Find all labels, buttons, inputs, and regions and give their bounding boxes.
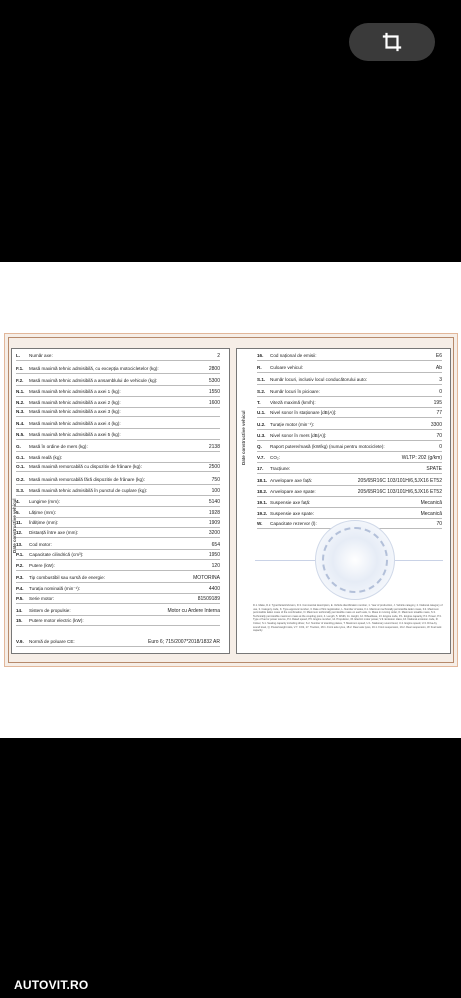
field-label: Anvelopare axe spate: <box>270 489 316 494</box>
field-label: Suspensie axe spate: <box>270 511 314 516</box>
field-value: 1909 <box>208 519 220 526</box>
field-label: Cod național de emisii: <box>270 353 317 358</box>
field-code: 18.1. <box>257 478 268 483</box>
field-code: 17. <box>257 466 264 471</box>
field-value: 2138 <box>208 443 220 450</box>
field-label: Lățime (mm): <box>29 510 57 515</box>
field-row <box>257 420 442 429</box>
field-value: 3200 <box>208 529 220 536</box>
field-row <box>257 408 442 417</box>
field-code: R. <box>257 365 262 370</box>
field-row <box>257 387 442 396</box>
row-divider <box>16 360 220 361</box>
field-code: F.1. <box>16 366 24 371</box>
field-row <box>16 518 220 527</box>
field-row <box>16 637 220 646</box>
field-label: Masă în ordine de mers (kg): <box>29 444 88 449</box>
guilloche-line <box>395 560 443 561</box>
field-value: 120 <box>211 562 220 569</box>
row-divider <box>257 360 442 361</box>
field-code: N.3. <box>16 409 25 414</box>
field-value: Ab <box>435 364 442 371</box>
field-label: Suspensie axe față: <box>270 500 311 505</box>
field-value: 70 <box>436 432 442 439</box>
row-divider <box>16 559 220 560</box>
field-row <box>16 616 220 625</box>
row-divider <box>16 428 220 429</box>
field-value: 1550 <box>208 388 220 395</box>
field-label: Masă maximă tehnic admisibilă în punctul de cuplare (kg): <box>29 488 148 493</box>
field-code: 19.2. <box>257 511 268 516</box>
field-label: Distanță între axe (mm): <box>29 530 79 535</box>
field-label: Putere motor electric (kW): <box>29 618 84 623</box>
field-row <box>257 487 442 496</box>
field-label: Normă de poluare CE: <box>29 639 75 644</box>
field-code: O.2. <box>16 477 25 482</box>
field-label: Lungime (mm): <box>29 499 60 504</box>
left-side-title: Date constructive vehicul <box>12 498 17 553</box>
row-divider <box>16 373 220 374</box>
field-row <box>257 498 442 507</box>
field-code: Q. <box>257 444 262 449</box>
field-row <box>16 584 220 593</box>
field-code: 15. <box>16 618 23 623</box>
field-code: S.3. <box>16 488 25 493</box>
row-divider <box>257 440 442 441</box>
field-value: 1950 <box>208 551 220 558</box>
field-value: 2800 <box>208 365 220 372</box>
row-divider <box>257 372 442 373</box>
crop-icon <box>381 31 403 53</box>
field-label: Capacitate rezervor (l): <box>270 521 317 526</box>
field-row <box>16 540 220 549</box>
field-value: 4400 <box>208 585 220 592</box>
field-value: WLTP: 202 (g/km) <box>401 454 442 461</box>
field-label: Tip combustibil sau sursă de energie: <box>29 575 105 580</box>
field-label: Viteză maximă (km/h): <box>270 400 316 405</box>
field-code: P.3. <box>16 575 24 580</box>
security-seal-ring <box>322 527 388 593</box>
field-label: Cod motor: <box>29 542 52 547</box>
field-value: 70 <box>436 520 442 527</box>
row-divider <box>257 462 442 463</box>
field-code: U.3. <box>257 433 266 438</box>
guilloche-line <box>255 560 315 561</box>
field-code: L. <box>16 353 21 358</box>
field-label: Capacitate cilindrică (cm³): <box>29 552 84 557</box>
field-row <box>16 407 220 416</box>
row-divider <box>16 495 220 496</box>
row-divider <box>16 582 220 583</box>
row-divider <box>16 646 220 647</box>
field-value: 1928 <box>208 509 220 516</box>
field-label: Număr axe: <box>29 353 53 358</box>
field-label: Masă maximă tehnic admisibilă a axei 3 (kg): <box>29 409 121 414</box>
field-legend-fineprint: D.1. Make, D.2. Type/Variant/Version, D.3. Commercial description, E. Vehicle identification number, 1. Year of production, J. Vehicle category, 2. National category of use, 3. Category code, K. Type-approval number, 3. Date of first registration, L. Number of axles, F.1. Maximum technically permissible laden mass, F.2. Maximum permissible laden mass of the combination, N. Maximum technically permissible mass on each axle, G. Mass in running order, O. Maximum towable mass, S.3. Technically permissible maximum mass at the coupling point, 4. Length, 5. Width, 11. Height, 12. Wheelbase, 13. Engine code, P.1. Engine capacity, P.2. Power, P.3. Type of fuel or power source, P.4. Rated speed, P.5. Engine number, 14. Propulsion, 15. Electric motor power, V.9. Emission class, 16. National emission code, R. Colour, S.1. Seating capacity including driver, S.2. Number of standing places, T. Maximum speed, U.1. Stationary sound level, U.2. Engine speed, U.3. Drive-by sound level, Q. Power/weight ratio, V.7. CO2, 17. Traction, 18.1. Front axle tyres, 18.2. Rear axle tyres, 19.1. Front suspension, 19.2. Rear suspension, W. Fuel tank capacity <box>253 604 443 633</box>
field-code: 16. <box>257 353 264 358</box>
field-label: Serie motor: <box>29 596 55 601</box>
row-divider <box>16 603 220 604</box>
row-divider <box>257 396 442 397</box>
field-value: 2500 <box>208 463 220 470</box>
field-value: 77 <box>436 409 442 416</box>
field-label: Număr locuri în picioare: <box>270 389 320 394</box>
right-side-title: Date constructive vehicul <box>241 410 246 465</box>
field-code: P.2. <box>16 563 24 568</box>
field-row <box>257 464 442 473</box>
field-code: V.9. <box>16 639 24 644</box>
row-divider <box>257 384 442 385</box>
field-code: P.1. <box>16 552 24 557</box>
field-row <box>16 398 220 407</box>
field-code: V.7. <box>257 455 265 460</box>
field-row <box>16 419 220 428</box>
field-label: CO₂: <box>270 455 280 460</box>
field-row <box>257 351 442 360</box>
field-label: Culoare vehicul: <box>270 365 303 370</box>
field-value: 100 <box>211 487 220 494</box>
field-code: 19.1. <box>257 500 268 505</box>
field-value: 0 <box>439 388 442 395</box>
field-value: Euro 6; 715/2007*2018/1832 AR <box>147 638 220 645</box>
row-divider <box>16 506 220 507</box>
field-code: O.1. <box>16 464 25 469</box>
field-row <box>16 376 220 385</box>
field-code: U.2. <box>257 422 266 427</box>
field-label: Tracțiune: <box>270 466 291 471</box>
row-divider <box>16 439 220 440</box>
field-code: T. <box>257 400 261 405</box>
field-label: Sistem de propulsie: <box>29 608 71 613</box>
field-value: 5300 <box>208 377 220 384</box>
row-divider <box>16 570 220 571</box>
field-code: N.5. <box>16 432 25 437</box>
row-divider <box>257 496 442 497</box>
field-row <box>16 430 220 439</box>
field-value: 0 <box>439 443 442 450</box>
field-row <box>16 351 220 360</box>
field-value: Motor cu Ardere Interna <box>167 607 220 614</box>
field-row <box>257 453 442 462</box>
field-code: W. <box>257 521 263 526</box>
field-label: Masă maximă remorcabilă cu dispozitiv de frânare (kg): <box>29 464 142 469</box>
field-label: Nivel sonor în mers [dB(A)]: <box>270 433 327 438</box>
field-value: 1600 <box>208 399 220 406</box>
field-row <box>16 606 220 615</box>
field-row <box>257 476 442 485</box>
field-label: Masă maximă tehnic admisibilă a axei 1 (kg): <box>29 389 121 394</box>
field-label: Nivel sonor în staționare [dB(A)]: <box>270 410 337 415</box>
field-code: N.1. <box>16 389 25 394</box>
field-label: Putere (kW): <box>29 563 55 568</box>
field-label: Masă reală (kg): <box>29 455 63 460</box>
bottom-black-area <box>0 738 461 998</box>
field-value: 195 <box>433 399 442 406</box>
field-value: MOTORINA <box>193 574 220 581</box>
field-row <box>16 497 220 506</box>
row-divider <box>257 451 442 452</box>
field-label: Masă maximă tehnic admisibilă a axei 5 (kg): <box>29 432 121 437</box>
field-label: Masă maximă remorcabilă fără dispozitiv de frânare (kg): <box>29 477 145 482</box>
field-value: SPATE <box>426 465 442 472</box>
field-label: Turație motor (min⁻¹): <box>270 421 315 427</box>
field-code: G. <box>16 444 21 449</box>
field-code: 5. <box>16 510 20 515</box>
field-row <box>16 594 220 603</box>
autovit-logo: AUTOVIT.RO <box>14 978 89 992</box>
field-value: Mecanică <box>420 499 442 506</box>
row-divider <box>257 485 442 486</box>
field-value: 205/65R16C 103/101H/6,5JX16 ET52 <box>357 488 442 495</box>
row-divider <box>16 416 220 417</box>
field-code: U.1. <box>257 410 266 415</box>
field-row <box>16 528 220 537</box>
field-row <box>16 475 220 484</box>
row-divider <box>257 507 442 508</box>
row-divider <box>16 385 220 386</box>
field-row <box>16 364 220 373</box>
field-value: Mecanică <box>420 510 442 517</box>
field-label: Număr locuri, inclusiv locul conducătorului auto: <box>270 377 368 382</box>
field-label: Masă maximă tehnic admisibilă a axei 4 (kg): <box>29 421 121 426</box>
field-row <box>257 442 442 451</box>
field-row <box>257 363 442 372</box>
row-divider <box>16 396 220 397</box>
field-label: Masă maximă tehnic admisibilă, cu excepția motocicletelor (kg): <box>29 366 159 371</box>
field-row <box>16 453 220 462</box>
row-divider <box>16 471 220 472</box>
field-row <box>257 398 442 407</box>
field-code: N.4. <box>16 421 25 426</box>
row-divider <box>257 417 442 418</box>
field-value: E6 <box>435 352 442 359</box>
field-row <box>257 509 442 518</box>
field-code: N.2. <box>16 400 25 405</box>
field-code: 13. <box>16 542 23 547</box>
field-value: 5140 <box>208 498 220 505</box>
field-code: 12. <box>16 530 23 535</box>
field-code: 11. <box>16 520 23 525</box>
crop-button[interactable] <box>349 23 435 61</box>
field-row <box>257 375 442 384</box>
field-value: 3300 <box>430 421 442 428</box>
field-row <box>16 387 220 396</box>
field-value: 81509189 <box>197 595 220 602</box>
field-value: 2 <box>217 352 220 359</box>
row-divider <box>16 625 220 626</box>
row-divider <box>16 451 220 452</box>
field-row <box>16 550 220 559</box>
field-label: Masă maximă tehnic admisibilă a axei 2 (kg): <box>29 400 121 405</box>
field-row <box>16 573 220 582</box>
field-value: 3 <box>439 376 442 383</box>
field-row <box>16 561 220 570</box>
field-label: Anvelopare axe față: <box>270 478 313 483</box>
field-row <box>16 462 220 471</box>
field-value: 205/65R16C 103/101H/6,5JX16 ET52 <box>357 477 442 484</box>
field-label: Înălțime (mm): <box>29 520 59 525</box>
field-code: P.5. <box>16 596 24 601</box>
field-code: 18.2. <box>257 489 268 494</box>
field-row <box>16 486 220 495</box>
field-row <box>257 431 442 440</box>
field-label: Raport putere/masă (kW/kg) (numai pentru motociclete): <box>270 444 385 449</box>
field-row <box>16 442 220 451</box>
field-code: P.4. <box>16 586 24 591</box>
field-code: F.2. <box>16 378 24 383</box>
row-divider <box>16 484 220 485</box>
field-label: Turația nominală (min⁻¹): <box>29 585 81 591</box>
field-label: Masă maximă tehnic admisibilă a ansamblului de vehicule (kg): <box>29 378 158 383</box>
row-divider <box>257 429 442 430</box>
field-row <box>16 508 220 517</box>
field-code: S.1. <box>257 377 266 382</box>
field-code: 4. <box>16 499 20 504</box>
field-value: 750 <box>211 476 220 483</box>
row-divider <box>257 473 442 474</box>
field-value: 654 <box>211 541 220 548</box>
row-divider <box>16 537 220 538</box>
field-code: G.1. <box>16 455 25 460</box>
field-code: 14. <box>16 608 23 613</box>
field-code: S.2. <box>257 389 266 394</box>
